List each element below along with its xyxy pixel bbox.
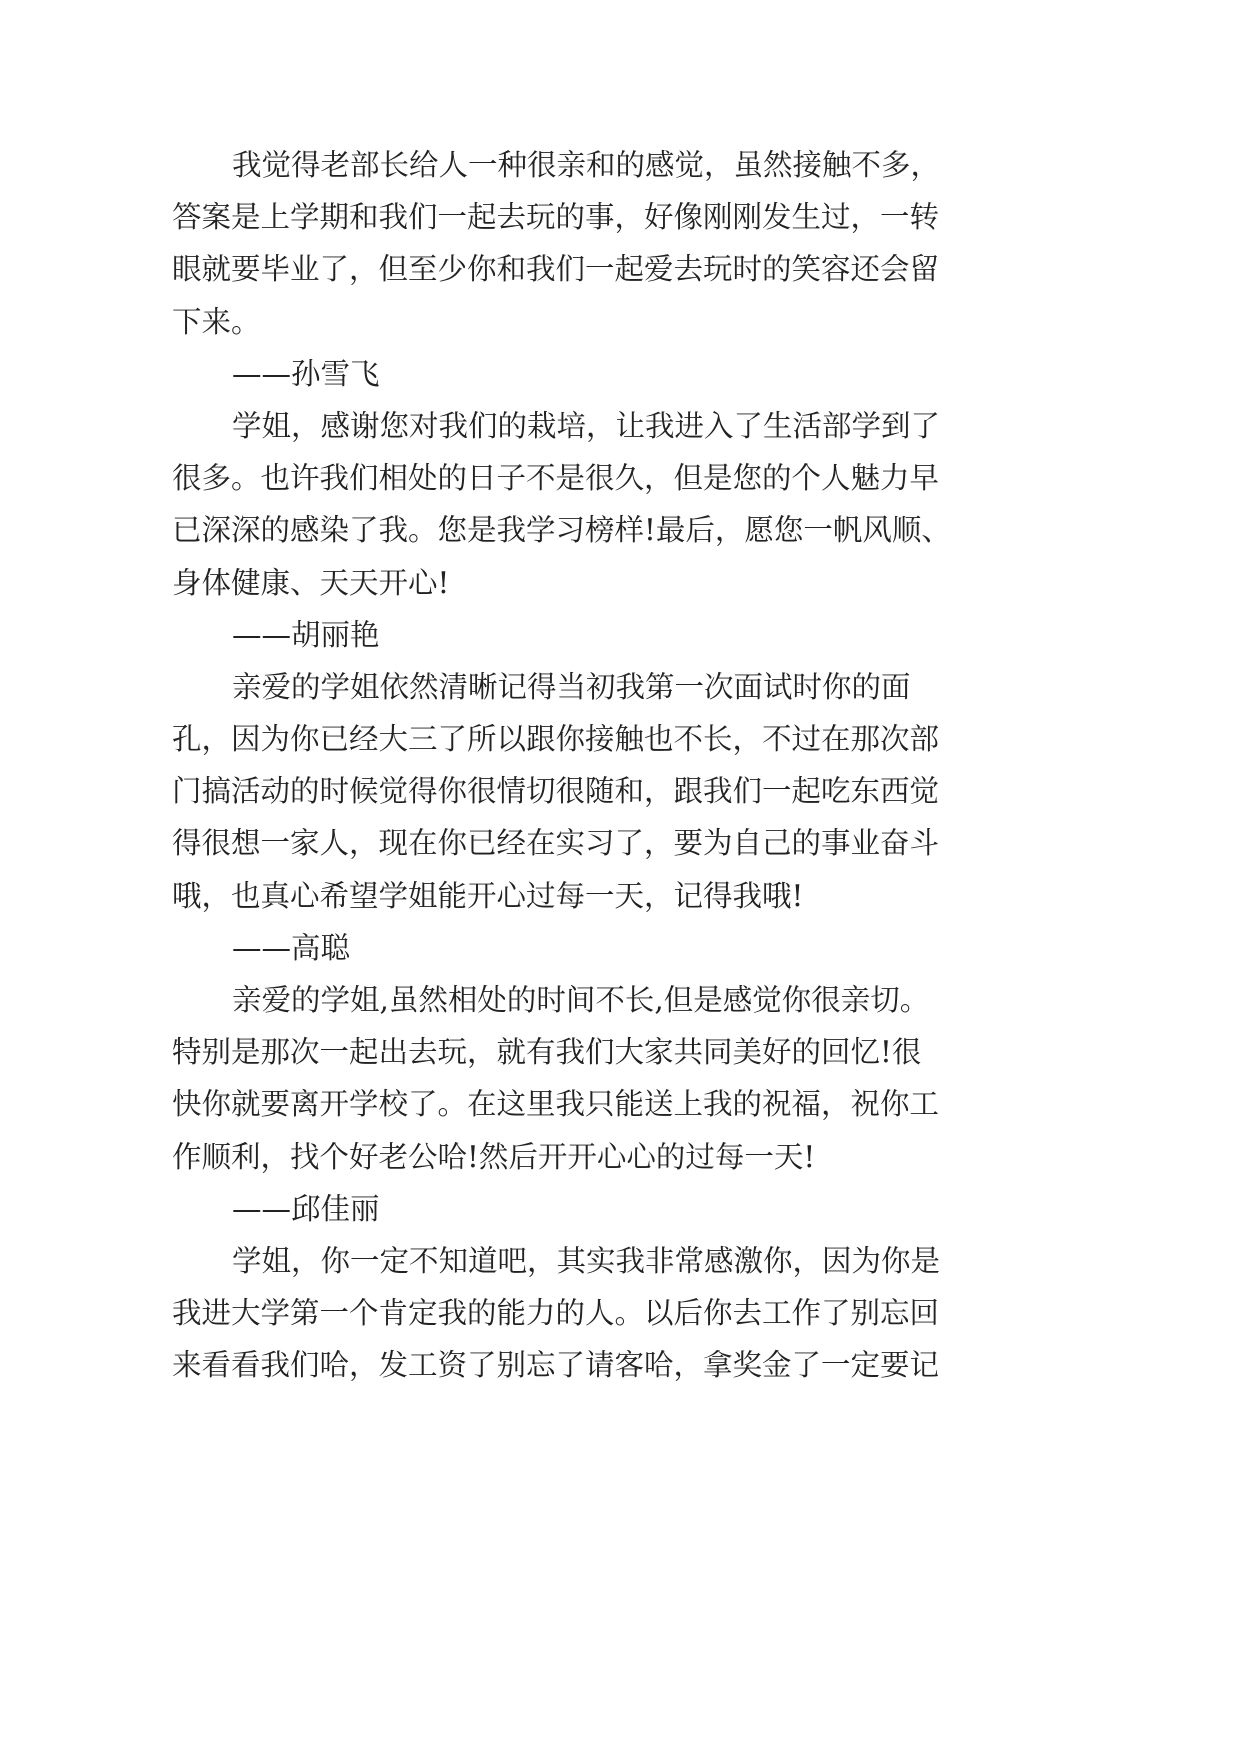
document-body — [172, 139, 992, 1392]
paragraph-line: 学姐，感谢您对我们的栽培，让我进入了生活部学到了 — [232, 408, 941, 443]
paragraph-line: 眼就要毕业了，但至少你和我们一起爱去玩时的笑容还会留 — [172, 252, 940, 287]
paragraph-line: 亲爱的学姐,虽然相处的时间不长,但是感觉你很亲切。 — [232, 983, 930, 1017]
message-paragraph — [172, 661, 992, 974]
paragraph-line: 来看看我们哈，发工资了别忘了请客哈，拿奖金了一定要记 — [172, 1348, 940, 1383]
paragraph-line: 我觉得老部长给人一种很亲和的感觉，虽然接触不多， — [232, 148, 941, 182]
paragraph-line: 很多。也许我们相处的日子不是很久，但是您的个人魅力早 — [172, 461, 940, 496]
paragraph-line: 学姐，你一定不知道吧，其实我非常感激你，因为你是 — [232, 1243, 941, 1278]
paragraph-line: 身体健康、天天开心! — [172, 565, 450, 600]
signature: ——孙雪飞 — [232, 356, 380, 391]
paragraph-line: 亲爱的学姐依然清晰记得当初我第一次面试时你的面 — [232, 669, 911, 704]
signature: ——高聪 — [232, 930, 351, 965]
paragraph-line: 哦，也真心希望学姐能开心过每一天，记得我哦! — [172, 878, 804, 913]
paragraph-line: 已深深的感染了我。您是我学习榜样!最后，愿您一帆风顺、 — [172, 513, 951, 548]
signature: ——邱佳丽 — [232, 1191, 380, 1226]
paragraph-line: 下来。 — [172, 304, 261, 339]
paragraph-line: 作顺利，找个好老公哈!然后开开心心的过每一天! — [172, 1139, 816, 1174]
paragraph-line: 孔，因为你已经大三了所以跟你接触也不长，不过在那次部 — [172, 722, 940, 757]
signature: ——胡丽艳 — [232, 617, 380, 652]
paragraph-line: 我进大学第一个肯定我的能力的人。以后你去工作了别忘回 — [172, 1296, 940, 1331]
paragraph-line: 门搞活动的时候觉得你很情切很随和，跟我们一起吃东西觉 — [172, 774, 940, 809]
paragraph-line: 答案是上学期和我们一起去玩的事，好像刚刚发生过，一转 — [172, 200, 940, 235]
paragraph-line: 快你就要离开学校了。在这里我只能送上我的祝福，祝你工 — [172, 1087, 940, 1122]
message-paragraph — [172, 1235, 992, 1392]
paragraph-line: 得很想一家人，现在你已经在实习了，要为自己的事业奋斗 — [172, 826, 940, 861]
paragraph-line: 特别是那次一起出去玩，就有我们大家共同美好的回忆!很 — [172, 1035, 922, 1070]
message-paragraph — [172, 400, 992, 661]
message-paragraph — [172, 974, 992, 1235]
message-paragraph — [172, 139, 992, 400]
